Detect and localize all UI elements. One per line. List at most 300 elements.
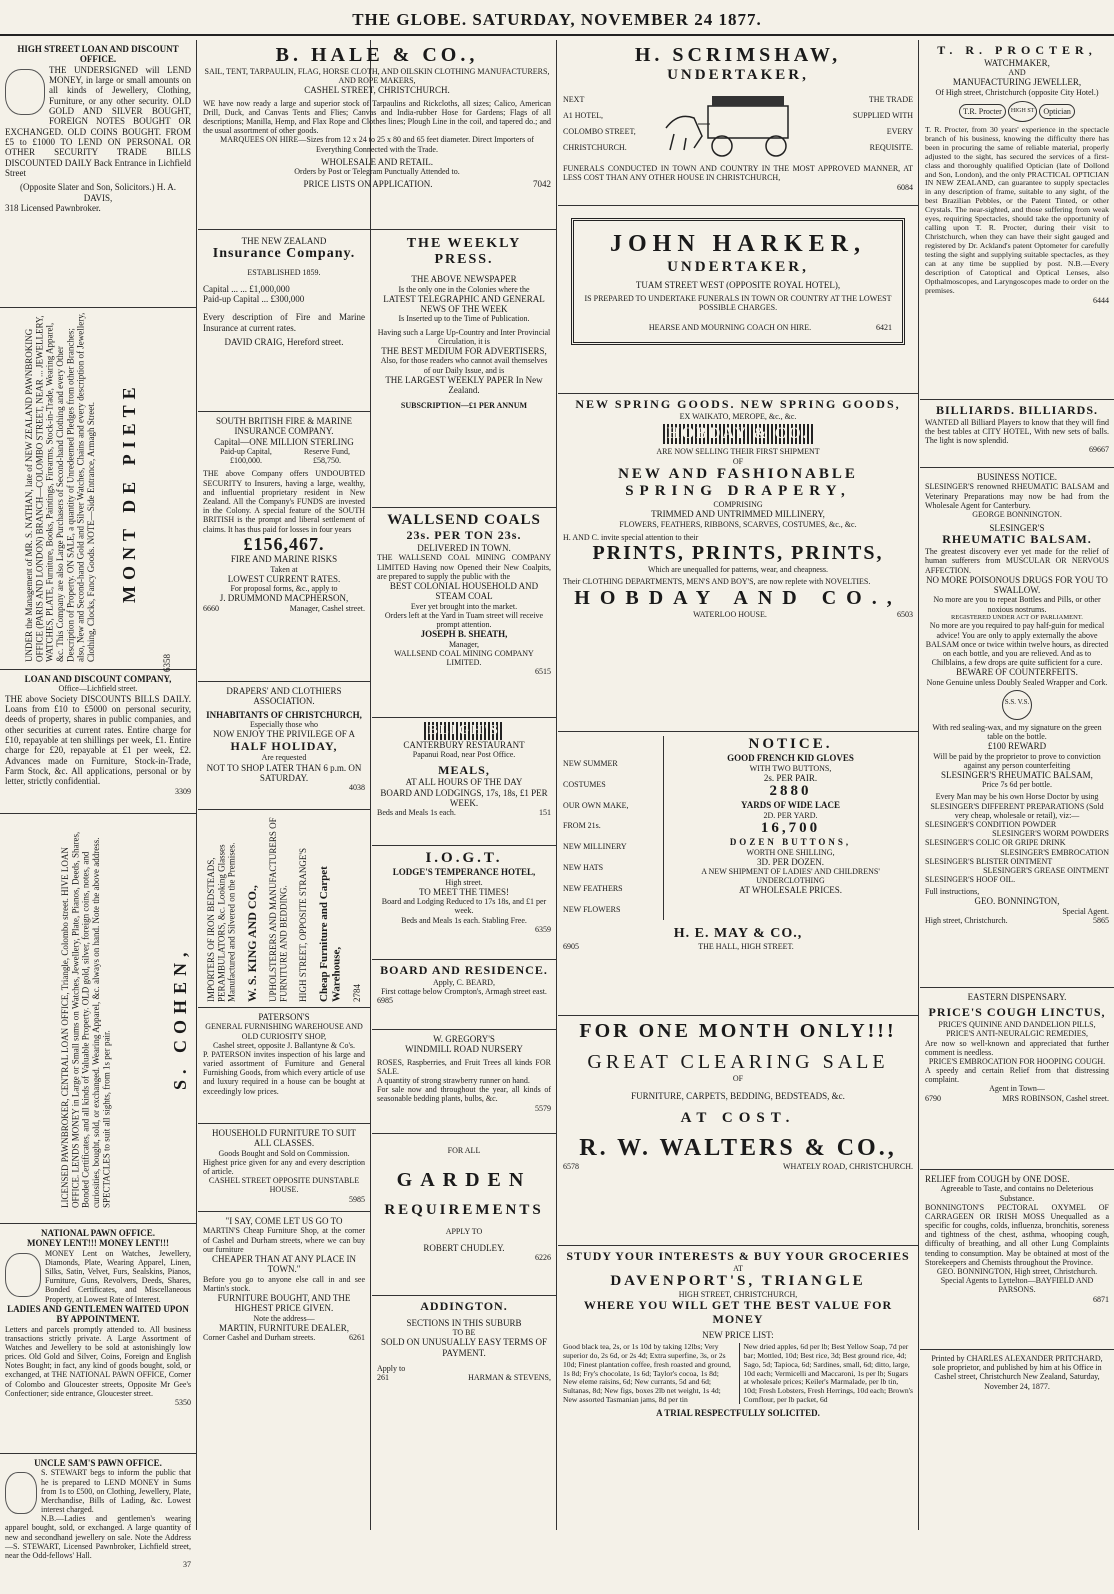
south-british-ad [198, 412, 370, 682]
ad-left-item: OUR OWN MAKE, [563, 800, 629, 810]
ad-body: THE UNDERSIGNED will LEND MONEY, in large or small amounts on all kinds of Jewellery, Clothing, Furniture, or any other security. OLD GOLD AND SILVER BOUGHT, FOREIGN NOTES BOUGHT OR EXCHANGED. OLD COINS BOUGHT. FROM £5 to £1000 TO LEND ON PERSONAL OR OTHER SECURITY TRADE BILLS DISCOUNTED DAILY Back Entrance in Lichfield Street [5, 64, 191, 179]
ad-body: P. PATERSON invites inspection of his large and varied assortment of Furniture and General Furnishing Goods, from which every article of use and luxury required in a house can be bought at exceedingly low prices. [203, 1049, 365, 1096]
column-4 [558, 40, 918, 1530]
ad-body: WE have now ready a large and superior stock of Tarpaulins and Rickcloths, all sizes; Calico, American Drill, Duck, and Canvas Tents and Flies; Canvas and India-rubber Hose for Gardens; Flags of all descriptions; Manilla, Hemp, and Flax Rope and Clothes lines; Plough Line in the coil, and tapered do.; and the usual assortment of other goods. [203, 98, 551, 136]
ad-best: BEST COLONIAL HOUSEHOLD AND STEAM COAL [389, 580, 539, 602]
ad-footer-name: HOBDAY AND CO., [574, 586, 902, 609]
ad-title: H. SCRIMSHAW, [634, 44, 842, 66]
ad-body-3: For sale now and throughout the year, all kinds of seasonable bedding plants, bulbs, &c. [377, 1085, 551, 1104]
ad-number: 151 [539, 808, 551, 818]
blighs-restaurant-ad [372, 718, 556, 846]
ad-top: NEW SPRING GOODS. NEW SPRING GOODS, [575, 397, 901, 411]
ad-sign: GEO. BONNINGTON, High street, Christchurch. [936, 1267, 1098, 1277]
jewellery-illustration [5, 1472, 37, 1514]
ad-clothing: Their CLOTHING DEPARTMENTS, MEN'S AND BOY'S, are now replete with NOVELTIES. [563, 577, 871, 587]
gregory-nursery-ad [372, 1030, 556, 1134]
imprint [920, 1350, 1114, 1420]
board-residence-ad [372, 960, 556, 1030]
john-harker-ad [558, 206, 918, 394]
ad-linctus: PRICE'S COUGH LINCTUS, [928, 1005, 1106, 1020]
ad-items: FURNITURE, CARPETS, BEDDING, BEDSTEADS, &c. [631, 1091, 845, 1102]
ad-left-item: NEW MILLINERY [563, 842, 627, 852]
ad-meet: TO MEET THE TIMES! [418, 886, 510, 897]
ad-best: THE BEST MEDIUM FOR ADVERTISERS, [381, 345, 547, 356]
ad-name: DAVENPORT'S, TRIANGLE [610, 1272, 866, 1289]
ad-month: FOR ONE MONTH ONLY!!! [579, 1020, 897, 1042]
ad-manager: Manager, [448, 639, 480, 649]
ad-prints: PRINTS, PRINTS, PRINTS, [592, 542, 884, 565]
ad-reward: £100 REWARD [987, 741, 1047, 752]
ad-title: PATERSON'S [258, 1012, 310, 1022]
weekly-press-ad [372, 232, 556, 508]
ad-subscription: SUBSCRIPTION—£1 PER ANNUM [400, 401, 528, 411]
ad-also: Also, for those readers who cannot avail themselves of our Daily Issue, and is [380, 356, 548, 375]
ad-every: Every Man may be his own Horse Doctor by using SLESINGER'S DIFFERENT PREPARATIONS (Sold very cheap, wholesale or retail), viz:— [930, 792, 1104, 820]
addington-ad [372, 1296, 556, 1416]
ad-address: HIGH STREET, OPPOSITE STRANGE'S [298, 848, 309, 1002]
ad-title: THE WEEKLY PRESS. [406, 236, 522, 268]
ad-requirements: REQUIREMENTS [384, 1202, 544, 1219]
column-1 [0, 40, 196, 1570]
ad-number: 5985 [349, 1194, 365, 1204]
ad-title: THE NEW ZEALAND [241, 236, 327, 246]
ad-agents: Special Agents to Lyttelton—BAYFIELD AND PARSONS. [940, 1276, 1094, 1295]
ad-body: The greatest discovery ever yet made for the relief of human sufferers from MUSCULAR OR NERVOUS AFFECTION. [925, 547, 1109, 575]
ad-business-sign: GEORGE BONNINGTON. [972, 509, 1062, 519]
ad-body: THE above Society DISCOUNTS BILLS DAILY. Loans from £10 to £5000 on personal security, deeds of property, shares in public companies, and other securities at current rates. Entire charge for £10, repayable at ten shillings per week, £1. Entire charge for £20, repayable at £1 per week, £2. Advances made on Furniture, Stock-in-Trade, Farm Stock, &c. All applications, personal or by letter, strictly confidential. [5, 693, 191, 787]
national-pawn-ad [0, 1224, 196, 1454]
ad-house: WATERLOO HOUSE. [693, 609, 767, 619]
ad-price-lists: PRICE LISTS ON APPLICATION. [303, 179, 433, 190]
ad-16700: 16,700 [760, 819, 821, 836]
ad-prep: SLESINGER'S EMBROCATION [1000, 847, 1109, 857]
ad-shipment: A NEW SHIPMENT OF LADIES' AND CHILDRENS' UNDERCLOTHING [701, 867, 880, 886]
ad-left-item: COSTUMES [563, 779, 606, 789]
drapers-association-ad [198, 682, 370, 810]
ad-unequalled: Which are unequalled for patterns, wear, and cheapness. [647, 565, 829, 575]
ad-title: S. COHEN, [170, 946, 191, 1090]
ad-office: Office—Lichfield street. [58, 684, 138, 694]
ad-address: CASHEL STREET, CHRISTCHURCH. [304, 85, 450, 96]
masthead-title: THE GLOBE. SATURDAY, NOVEMBER 24 1877. [352, 10, 762, 29]
iogt-hotel-ad [372, 846, 556, 960]
ad-none: None Genuine unless Doubly Sealed Wrapper and Cork. [926, 677, 1108, 687]
scrimshaw-ad [558, 40, 918, 206]
household-furniture-ad [198, 1124, 370, 1212]
ad-list: NEW PRICE LIST: [702, 1330, 774, 1341]
ws-king-ad [198, 810, 370, 1008]
ad-subtitle: SAIL, TENT, TARPAULIN, FLAG, HORSE CLOTH, AND OILSKIN CLOTHING MANUFACTURERS, AND ROPE MAKERS, [204, 67, 550, 86]
ad-left-item: NEW FEATHERS [563, 883, 623, 893]
ad-business-body: SLESINGER'S renowned RHEUMATIC BALSAM and Veterinary Preparations may now be had from the Wholesale Agent for Canterbury. [925, 482, 1109, 510]
ad-quinine: PRICE'S QUININE AND DANDELION PILLS, [938, 1020, 1096, 1030]
ad-above: THE ABOVE NEWSPAPER [411, 274, 517, 285]
ad-number: 4038 [349, 783, 365, 793]
loan-discount-ad [0, 670, 196, 814]
ad-number: 7042 [532, 179, 551, 190]
ad-lace: YARDS OF WIDE LACE [741, 800, 840, 811]
ad-paid-capital: Paid-up Capital ... £300,000 [203, 293, 305, 304]
ad-embrocation: PRICE'S EMBROCATION FOR HOOPING COUGH. [928, 1056, 1106, 1066]
cohen-pawnbroker-ad [0, 814, 196, 1224]
ad-ever: Ever yet brought into the market. [410, 601, 518, 611]
ad-prep: SLESINGER'S COLIC OR GRIPE DRINK [925, 838, 1066, 848]
column-rule [556, 40, 557, 1530]
ad-title: HOUSEHOLD FURNITURE TO SUIT ALL CLASSES. [212, 1128, 356, 1149]
ad-study: STUDY YOUR INTERESTS & BUY YOUR GROCERIES [566, 1249, 910, 1263]
ad-invite: H. AND C. invite special attention to their [563, 532, 699, 542]
ad-right-line: THE TRADE [868, 95, 913, 105]
ad-prep: SLESINGER'S HOOF OIL. [925, 875, 1016, 885]
ad-dozen: DOZEN BUTTONS, [729, 837, 852, 848]
ad-title: LOAN AND DISCOUNT COMPANY, [24, 674, 172, 684]
ad-address: TUAM STREET WEST (OPPOSITE ROYAL HOTEL), [635, 279, 841, 290]
ad-body: FUNERALS CONDUCTED IN TOWN AND COUNTRY IN THE MOST APPROVED MANNER, AT LESS COST THAN ANY OTHER HOUSE IN CHRISTCHURCH, [563, 164, 913, 183]
ad-subtitle: UNDERTAKER, [667, 67, 809, 83]
ad-amount: £156,467. [243, 533, 325, 554]
ad-title: W. S. KING AND CO., [244, 885, 259, 1002]
ad-sections: SECTIONS IN THIS SUBURB [406, 1317, 522, 1328]
ad-having: Having such a Large Up-Country and Inter Provincial Circulation, it is [377, 327, 551, 346]
ad-sign: H. E. MAY & CO., [673, 926, 803, 942]
ad-2s: 2s. PER PAIR. [763, 772, 818, 783]
ad-nb: N.B.—Ladies and gentlemen's wearing apparel bought, sold, or exchanged. A large quantity of new and secondhand jewellery on sale. Note the Address—S. STEWART, Licensed Pawnbroker, Lichfield street, near the Odd-fellows' Hall. [5, 1514, 191, 1561]
wallsend-coals-ad [372, 508, 556, 718]
ad-ex: EX WAIKATO, MEROPE, &c., &c. [679, 411, 797, 421]
ad-inserted: Is Inserted up to the Time of Publication. [398, 314, 530, 324]
ad-manager: Manager, Cashel street. [289, 603, 365, 613]
ad-price: Price 7s 6d per bottle. [982, 780, 1052, 790]
ad-business-notice: BUSINESS NOTICE. [976, 472, 1057, 482]
ad-two: WITH TWO BUTTONS, [749, 763, 832, 773]
ad-address: HIGH STREET, CHRISTCHURCH, [678, 1290, 798, 1300]
ad-number: 6503 [897, 609, 913, 619]
ad-subtitle: WATCHMAKER, [984, 57, 1050, 68]
ad-left-line: A1 HOTEL, [563, 111, 603, 121]
ad-left-item: NEW FLOWERS [563, 904, 621, 914]
davenport-ad [558, 1246, 918, 1528]
ad-agent: Agent in Town— [989, 1084, 1045, 1094]
ad-body: THE above Company offers UNDOUBTED SECURITY to Insurers, having a large, wealthy, and influential proprietary resident in New Zealand. All the Company's FUNDS are invested in the Colony. A special feature of the SOUTH BRITISH is the prompt and liberal settlement of claims. It has thus paid for losses in four years [203, 469, 365, 534]
ad-body: S. STEWART begs to inform the public that he is prepared to LEND MONEY in Sums from 1s to £500, on Clothing, Jewellery, Plate, Merchandise, Bills of Lading, &c. Lowest interest charged. [41, 1468, 191, 1515]
ad-note: Note the address— [253, 1313, 315, 1323]
ad-name-2: SLESINGER'S RHEUMATIC BALSAM, [941, 769, 1093, 780]
high-street-loan-ad [0, 40, 196, 308]
ad-manufacturing: MANUFACTURING JEWELLER, [952, 77, 1082, 88]
ad-rates: LOWEST CURRENT RATES. [227, 573, 341, 584]
ad-new: NEW AND FASHIONABLE [618, 465, 858, 482]
column-3 [372, 232, 556, 1530]
ad-title: BLIGH'S [424, 722, 504, 740]
ad-title: I.O.G.T. [425, 850, 503, 866]
ad-wholesale: WHOLESALE AND RETAIL. [320, 156, 433, 167]
ad-forms: For proposal forms, &c., apply to [230, 584, 338, 594]
ad-title: SOUTH BRITISH FIRE & MARINE INSURANCE COMPANY. [215, 416, 352, 437]
ad-before: Before you go to anyone else call in and see Martin's stock. [203, 1274, 365, 1293]
ad-title: HIGH STREET LOAN AND DISCOUNT OFFICE. [17, 44, 179, 65]
relief-cough-ad [920, 1170, 1114, 1350]
ad-subtitle: UPHOLSTERERS AND MANUFACTURERS OF FURNITURE AND BEDDING. [268, 817, 289, 1002]
ad-subtitle: UNDERTAKER, [667, 258, 809, 275]
martin-furniture-ad [198, 1212, 370, 1378]
ad-left-item: FROM 21s. [563, 821, 601, 831]
ad-body: Board and Lodging Reduced to 17s 18s, and £1 per week. [381, 897, 547, 916]
ad-registered: REGISTERED UNDER ACT OF PARLIAMENT. [951, 613, 1083, 621]
hearse-illustration [658, 88, 808, 160]
ad-prep: SLESINGER'S WORM POWDERS [992, 829, 1109, 839]
hale-wide-area [198, 40, 556, 232]
ad-subtitle: LODGE'S TEMPERANCE HOTEL, [392, 867, 536, 878]
ad-insurance: Insurance Company. [212, 246, 356, 262]
ad-body: MONEY Lent on Watches, Jewellery, Diamonds, Plate, Wearing Apparel, Linen, Silks, Satin, Velvet, Furs, Sealskins, Pianos, Furniture, Guns, Revolvers, Deeds, Shares, Bonded Certificates, and Miscellaneous Property, at Lowest Rate of Interest. [45, 1248, 191, 1304]
optician-badge [925, 101, 1109, 122]
ad-number: 6261 [349, 1333, 365, 1343]
ad-right-line: SUPPLIED WITH [852, 111, 913, 121]
ad-requested: Are requested [261, 753, 307, 763]
ad-meals: MEALS, [438, 762, 490, 777]
ad-taken: Taken at [270, 564, 298, 574]
ad-street: High street. [445, 877, 483, 887]
ad-body: UNDER the Management of MR. S. NATHAN, late of NEW ZEALAND PAWNBROKING OFFICE (PARIS AND LONDON) BRANCH—COLOMBO STREET, NEAR ... JEWELLERY, WATCHES, PLATE, Furniture, Books, Paintings, Firearms, Stock-in-Trade, Wearing Apparel, &c. This Company are also Large Purchasers of Second-hand Clothing and every Other Description of Property. ON SALE, a quantity of Unredeemed Pledges from other Branches; also, New and Second-hand Gold and Silver Watches, Chains and every description of Jewellery, Clothing, Clocks, Fancy Goods. NOTE—Side Entrance, Armagh Street. [23, 312, 96, 662]
ad-capital: Capital ... ... £1,000,000 [203, 283, 290, 294]
ad-body: Agreeable to Taste, and contains no Deleterious Substance. [940, 1184, 1094, 1203]
ad-items-2: FLOWERS, FEATHERS, RIBBONS, SCARVES, COSTUMES, &c., &c. [619, 519, 857, 529]
ad-wholesale: AT WHOLESALE PRICES. [739, 885, 842, 896]
ad-gloves: GOOD FRENCH KID GLOVES [727, 753, 854, 764]
masthead [0, 0, 1114, 36]
ad-body: Highest price given for any and every description of article. [203, 1157, 365, 1177]
ad-subtitle: CANTERBURY RESTAURANT [403, 740, 525, 751]
ad-body-2: A speedy and certain Relief from that distressing complaint. [925, 1066, 1109, 1085]
ad-largest: THE LARGEST WEEKLY PAPER In New Zealand. [385, 374, 543, 396]
ad-sign: JOSEPH B. SHEATH, [420, 629, 508, 640]
ad-body-2: No more are you to repeat Bottles and Pills, or other noxious nostrums. [933, 595, 1101, 614]
ad-goods: Goods Bought and Sold on Commission. [218, 1148, 350, 1158]
badge-center: HIGH ST [1008, 101, 1038, 122]
ad-sign: HARMAN & STEVENS, [468, 1373, 551, 1383]
ad-not: NOT TO SHOP LATER THAN 6 p.m. ON SATURDAY. [206, 762, 362, 783]
ad-hours: AT ALL HOURS OF THE DAY [405, 777, 523, 788]
ad-great: GREAT CLEARING SALE [587, 1051, 889, 1073]
ad-risks: FIRE AND MARINE RISKS [230, 554, 338, 565]
ad-cost: AT COST. [680, 1109, 796, 1126]
ad-number: 3309 [175, 786, 191, 796]
ad-body-2: A quantity of strong strawberry runner on hand. [377, 1076, 530, 1086]
ad-importers: IMPORTERS OF IRON BEDSTEADS, PERAMBULATORS, &c. Looking Glasses Manufactured and Silvered on the Premises. [205, 842, 237, 1002]
watch-illustration [5, 1253, 41, 1297]
ad-apply: Apply to [377, 1364, 406, 1374]
ad-for: FOR ALL [447, 1146, 481, 1155]
ad-title: EASTERN DISPENSARY. [967, 992, 1067, 1002]
ad-sign: R. W. WALTERS & CO., [579, 1134, 897, 1161]
may-notice-ad [558, 732, 918, 1016]
ad-number: 6084 [897, 182, 913, 192]
ad-worth: WORTH ONE SHILLING, [746, 847, 835, 857]
ad-now: NOW ENJOY THE PRIVILEGE OF A [212, 729, 356, 740]
ad-body-2: BONNINGTON'S PECTORAL OXYMEL OF CARRAGEEN OR IRISH MOSS Unequalled as a specific for coughs, colds, influenza, bronchitis, soreness and tightness of the chest, asthma, whooping cough, difficulty of breathing, and all other Lung Complaints tending to consumption. May be obtained at most of the Storekeepers and Chemists throughout the Province. [925, 1202, 1109, 1267]
ad-address: Corner Cashel and Durham streets. [203, 1333, 316, 1343]
ad-at: AT [733, 1263, 743, 1273]
ad-hearse: HEARSE AND MOURNING COACH ON HIRE. [648, 322, 812, 332]
ad-subtitle: RHEUMATIC BALSAM. [942, 532, 1092, 547]
ad-number: 2784 [351, 984, 362, 1002]
ad-sign: MRS ROBINSON, Cashel street. [1002, 1093, 1109, 1103]
badge-right: Optician [1039, 104, 1075, 119]
ad-trial: A TRIAL RESPECTFULLY SOLICITED. [656, 1408, 820, 1419]
ad-number: 69667 [1089, 445, 1109, 455]
ad-subtitle: MONEY LENT!!! MONEY LENT!!! [26, 1238, 170, 1249]
ad-left-line: COLOMBO STREET, [563, 127, 636, 137]
ad-sign: DAVID CRAIG, Hereford street. [224, 337, 344, 347]
ad-prep: SLESINGER'S GREASE OINTMENT [983, 865, 1109, 875]
ad-left-line: NEXT [563, 95, 585, 105]
ad-half-holiday: HALF HOLIDAY, [230, 738, 338, 753]
ad-items: TRIMMED AND UNTRIMMED MILLINERY, [651, 509, 825, 520]
ad-title: BILLIARDS. BILLIARDS. [935, 403, 1099, 417]
ad-title: SLESINGER'S [989, 523, 1045, 534]
ad-to: TO BE [452, 1328, 476, 1338]
ad-number: 6515 [535, 667, 551, 677]
ad-number: 5350 [175, 1398, 191, 1407]
ad-full: Full instructions, [925, 887, 980, 897]
ad-cheaper: CHEAPER THAN AT ANY PLACE IN TOWN." [211, 1253, 357, 1275]
mont-de-piete-ad [0, 308, 196, 670]
price-list-left: Good black tea, 2s, or 1s 10d by taking 12lbs; Very superior do, 2s 6d, or 2s 4d; Extra superfine, 3s, or 2s 10d; Finest plantation coffee, fresh roasted and ground, 1s 8d; Fry's chocolate, 1s 6d; Taylor's cocoa, 1s 8d; New eleme raisins, 6d; New currants, 5d and 6d; Sultanas, 8d; New figs, boxes 2lb net weight, 1s 4d; New assorted Tasmanian jams, 8d per tin [563, 1342, 731, 1404]
ad-warehouse: Cheap Furniture and Carpet Warehouse, [317, 866, 343, 1002]
ad-of: OF [732, 456, 744, 466]
ad-address: THE HALL, HIGH STREET. [698, 942, 794, 952]
ad-body: IS PREPARED TO UNDERTAKE FUNERALS IN TOWN OR COUNTRY AT THE LOWEST POSSIBLE CHARGES. [584, 294, 892, 313]
ad-number: 6226 [535, 1252, 551, 1262]
ad-body: LICENSED PAWNBROKER, CENTRAL LOAN OFFICE, Triangle, Colombo street. HIVE LOAN OFFICE. LENDS MONEY in Large or Small sums on Watches, Jewellery, Plate, Pianos, Deeds, Shares, Bonded Certificates, and all kinds of Valuable Property. OLD gold, silver, foreign coins, notes, and curiosities, bought, sold, or exchanged. Wearing Apparel, &c. always on hand. Note the above address. SPECTACLES to suit all sights, from 1s per pair. [59, 831, 112, 1208]
ad-apply: APPLY TO [445, 1227, 483, 1237]
ad-orders: Orders left at the Yard in Tuam street will receive prompt attention. [384, 610, 544, 630]
seal-mark: S.S. V.S. [1002, 690, 1032, 720]
ad-of: OF [732, 1074, 744, 1083]
ad-2d: 2D. PER YARD. [763, 810, 818, 820]
ad-address: CASHEL STREET OPPOSITE DUNSTABLE HOUSE. [208, 1176, 360, 1195]
ad-is: Is the only one in the Colonies where the [398, 284, 530, 294]
ad-orders: Orders by Post or Telegram Punctually Attended to. [294, 167, 460, 177]
ad-capital: Capital—ONE MILLION STERLING [214, 436, 354, 447]
ad-sign: GEO. BONNINGTON, [974, 896, 1060, 907]
paterson-ad [198, 1008, 370, 1124]
ad-notice: NOTICE. [748, 736, 833, 752]
column-rule [918, 40, 919, 1530]
ad-no-more: NO MORE POISONOUS DRUGS FOR YOU TO SWALLOW. [926, 574, 1108, 596]
ad-number: 6359 [535, 924, 551, 934]
ad-beware: BEWARE OF COUNTERFEITS. [956, 667, 1078, 678]
ad-body: THE WALLSEND COAL MINING COMPANY LIMITED Having now Opened their New Coalpits, are prepared to supply the public with the [377, 553, 551, 581]
ad-title: RELIEF from COUGH by ONE DOSE. [925, 1174, 1070, 1184]
ad-title: W. GREGORY'S [433, 1034, 495, 1044]
price-list-right: New dried apples, 6d per lb; Best Yellow Soap, 7d per bar; Mottled, 10d; Best rice, 3d; Best ground rice, 4d; Sago, 5d; Tapioca, 6d; Sardines, small, 6d; ditto, large, 10d each; Vermicelli and Maccaroni, 1s per lb; Sugars at wholesale prices; Keiler's Marmalade, per lb tin, 10d; Fresh Lobsters, Fresh Herrings, 10d each; Brown's Cornflour, per lb packet, 6d [739, 1343, 914, 1404]
ad-prep: SLESINGER'S CONDITION POWDER [925, 819, 1057, 829]
ad-price: 23s. PER TON 23s. [406, 528, 522, 543]
ad-number: 5579 [535, 1103, 551, 1113]
ad-paid: Will be paid by the proprietor to prove to conviction against any person counterfeiting [933, 751, 1101, 770]
ad-number: 6985 [377, 996, 393, 1006]
ad-sign: (Opposite Slater and Son, Solicitors.) H. A. DAVIS, [20, 182, 176, 203]
ad-now: ARE NOW SELLING THEIR FIRST SHIPMENT [656, 447, 820, 457]
ad-spring: SPRING DRAPERY, [625, 483, 851, 499]
ad-delivered: DELIVERED IN TOWN. [417, 543, 511, 554]
ad-title: JOHN HARKER, [609, 231, 866, 257]
ad-reserve: Reserve Fund, £58,750. [303, 447, 351, 466]
ad-body: WANTED all Billiard Players to know that they will find the best tables at CITY HOTEL, With new sets of balls. The light is now splendid. [925, 417, 1109, 446]
ad-title: T. R. PROCTER, [937, 43, 1097, 57]
ad-especially: Especially those who [250, 720, 318, 730]
ad-marquees: MARQUEES ON HIRE—Sizes from 12 x 24 to 25 x 80 and 65 feet diameter. Direct Importers of Everything Connected with the Trade. [220, 135, 534, 154]
hale-ad [198, 40, 556, 230]
column-rule [370, 40, 371, 1530]
ad-number: 6358 [162, 654, 173, 672]
ad-number: 6905 [563, 942, 579, 952]
ad-number: 6871 [1093, 1294, 1109, 1304]
ad-body: Are now so well-known and appreciated that further comment is needless. [925, 1038, 1109, 1057]
ad-beds: Beds and Meals 1s each. Stabling Free. [401, 915, 527, 925]
ad-title: BOARD AND RESIDENCE. [380, 963, 548, 977]
ad-number: 261 [377, 1373, 389, 1383]
ad-ladies: LADIES AND GENTLEMEN WAITED UPON BY APPOINTMENT. [7, 1303, 189, 1325]
uncle-sam-pawn-ad [0, 1454, 196, 1594]
ad-prep: SLESINGER'S BLISTER OINTMENT [925, 856, 1053, 866]
ad-body: Every description of Fire and Marine Insurance at current rates. [203, 312, 365, 333]
ad-title: "I SAY, COME LET US GO TO [225, 1216, 343, 1226]
ad-body-3: No more are you required to pay half-guin for medical advice! You are only to apply externally the above BALSAM once or twice within twelve hours, as directed on each bottle, and you are relieved. And as to Chilblains, a few drops are quite sufficient for a cure. [925, 621, 1109, 668]
hobday-ad [558, 394, 918, 732]
ad-footer: 318 Licensed Pawnbroker. [5, 203, 101, 214]
ad-sold: SOLD ON UNUSUALLY EASY TERMS OF PAYMENT. [380, 1337, 548, 1358]
nz-insurance-ad [198, 232, 370, 412]
column-rule [196, 40, 197, 1530]
ad-number: 6578 [563, 1162, 579, 1172]
walters-sale-ad [558, 1016, 918, 1246]
ad-body: T. R. Procter, from 30 years' experience in the spectacle branch of his business, knowing the difficulty there has been in procuring the same of reliable material, properly adjusted to the sight, has secured the services of a first-class and thoroughly qualified Optician (late of Dollond and Son, London), and the only PRACTICAL OPTICIAN IN NEW ZEALAND, can guarantee to supply spectacles in any description of frame, suitable to any sight, of the best Brazilian Pebbles, or the Patent Tinted, or other Crystals. The near-sighted, and those suffering from weak eyes, requiring Spectacles, should take the opportunity of calling upon T. R. Procter, during their visit to Christchurch, when they can have their sight gauged and registered by Dr. Ackland's patent Optometer for carefully testing the sight and supplying suitable spectacles, as they can at any time be supplied by post. N.B.—Every description of Catoptical and Optical Lenses, also Opthalmoscopes, and Laryngoscopes made to order on the premises. [925, 124, 1109, 295]
ad-title: B. HALE & CO., [275, 44, 479, 66]
ad-wax: With red sealing-wax, and my signature on the green table on the bottle. [932, 722, 1102, 741]
ad-number: 37 [183, 1560, 191, 1570]
ad-left-item: NEW HATS [563, 862, 604, 872]
ad-number: 6790 [925, 1093, 941, 1103]
jewellery-illustration [5, 69, 45, 115]
ad-title: UNCLE SAM'S PAWN OFFICE. [34, 1458, 162, 1468]
ad-title: MONT DE PIETE [118, 381, 139, 603]
ad-title: WALLSEND COALS [387, 512, 541, 528]
ad-and: AND [1008, 68, 1026, 78]
ad-title: ADDINGTON. [420, 1299, 508, 1313]
ad-title: NATIONAL PAWN OFFICE. [41, 1228, 155, 1238]
ad-subtitle: GENERAL FURNISHING WAREHOUSE AND OLD CURIOSITY SHOP, [205, 1022, 363, 1041]
ad-inhabitants: INHABITANTS OF CHRISTCHURCH, [206, 709, 362, 720]
ad-number: 6660 [203, 603, 219, 613]
ad-address: WHATELY ROAD, CHRISTCHURCH. [782, 1162, 913, 1172]
ad-company: WALLSEND COAL MINING COMPANY LIMITED. [394, 648, 534, 667]
ad-sign: J. DRUMMOND MACPHERSON, [219, 593, 349, 604]
ad-body: ROSES, Raspberries, and Fruit Trees all kinds FOR SALE. [377, 1057, 551, 1076]
ad-name: HOBDAY & CO. [663, 424, 813, 444]
eastern-dispensary-ad [920, 988, 1114, 1170]
ad-established: ESTABLISHED 1859. [247, 268, 321, 278]
ad-3d: 3D. PER DOZEN. [757, 856, 824, 867]
ad-anti: PRICE'S ANTI-NEURALGIC REMEDIES, [945, 1029, 1089, 1039]
ad-address: Papanui Road, near Post Office. [412, 750, 516, 760]
ad-right-line: EVERY [886, 127, 913, 137]
badge-left: T.R. Procter [959, 104, 1006, 119]
ad-subtitle: WINDMILL ROAD NURSERY [405, 1044, 523, 1055]
ad-comprising: COMPRISING [713, 500, 763, 510]
ad-bought: FURNITURE BOUGHT, AND THE HIGHEST PRICE GIVEN. [217, 1292, 351, 1314]
